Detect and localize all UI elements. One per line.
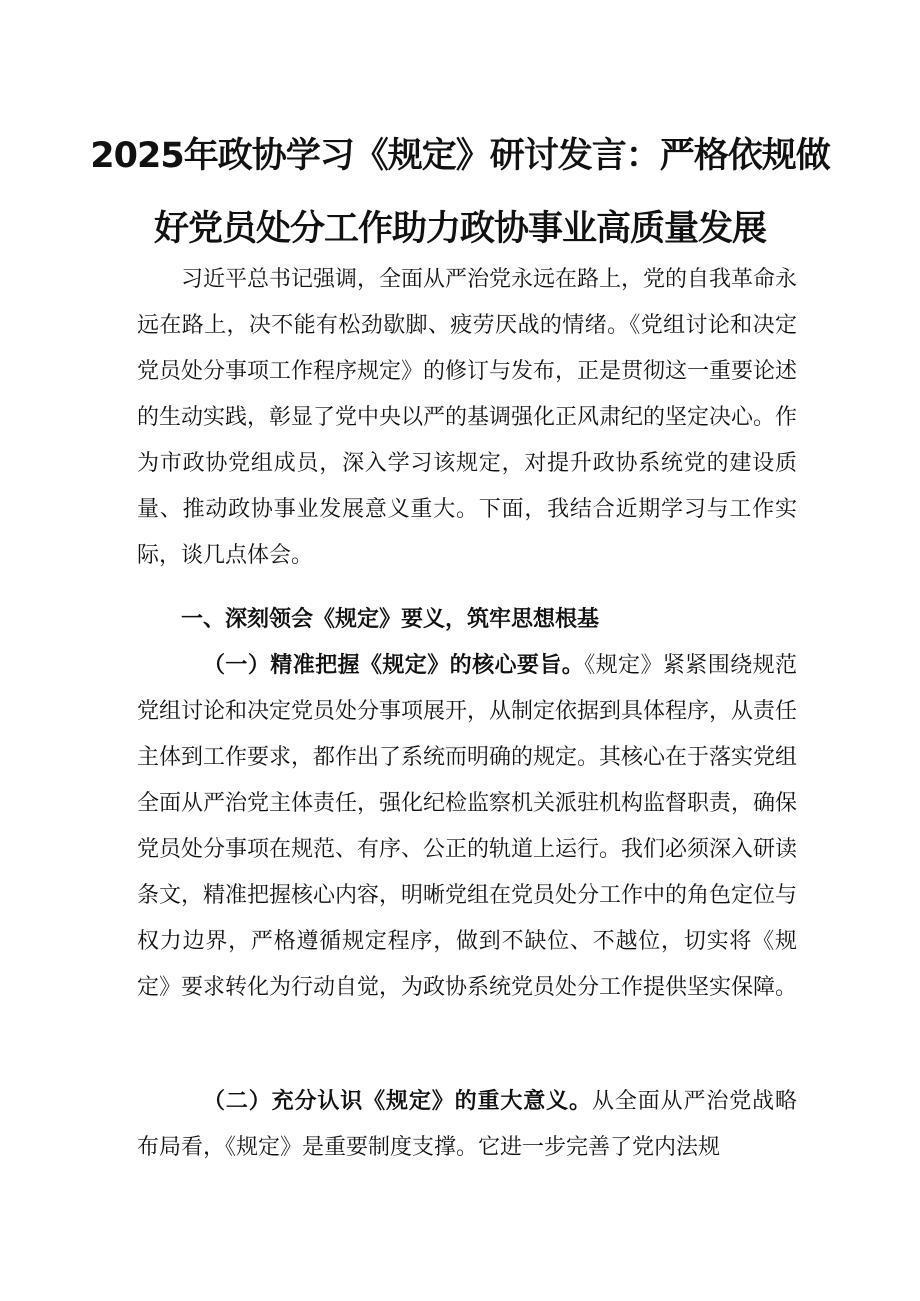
section-1-heading: 一、深刻领会《规定》要义，筑牢思想根基 [181,607,600,632]
intro-paragraph: 习近平总书记强调，全面从严治党永远在路上，党的自我革命永远在路上，决不能有松劲歇脚、疲劳厌战的情绪。《党组讨论和决定党员处分事项工作程序规定》的修订与发布，正是贯彻这一重要论述的生动实践，彰显了党中央以严的基调强化正风肃纪的坚定决心。作为市政协党组成员，深入学习该规定，对提升政协系统党的建设质量、推动政协事业发展意义重大。下面，我结合近期学习与工作实际，谈几点体会。 [137,267,798,568]
subsection-1-lead: （一）精准把握《规定》的核心要旨。 [203,653,585,678]
subsection-2-paragraph [137,1079,797,1171]
subsection-2-body: 从全面从严治党战略布局看，《规定》是重要制度支撑。它进一步完善了党内法规 [137,1089,797,1160]
subsection-2-lead: （二）充分认识《规定》的重大意义。 [203,1089,592,1114]
document-title-line-1: 2025年政协学习《规定》研讨发言：严格依规做 [90,136,830,176]
subsection-1-paragraph [137,643,797,1011]
document-title-line-2: 好党员处分工作助力政协事业高质量发展 [153,209,766,249]
subsection-1-body: 《规定》紧紧围绕规范党组讨论和决定党员处分事项展开，从制定依据到具体程序，从责任主体到工作要求，都作出了系统而明确的规定。其核心在于落实党组全面从严治党主体责任，强化纪检监察机关派驻机构监督职责，确保党员处分事项在规范、有序、公正的轨道上运行。我们必须深入研读条文，精准把握核心内容，明晰党组在党员处分工作中的角色定位与权力边界，严格遵循规定程序，做到不缺位、不越位，切实将《规定》要求转化为行动自觉，为政协系统党员处分工作提供坚实保障。 [137,653,798,1000]
